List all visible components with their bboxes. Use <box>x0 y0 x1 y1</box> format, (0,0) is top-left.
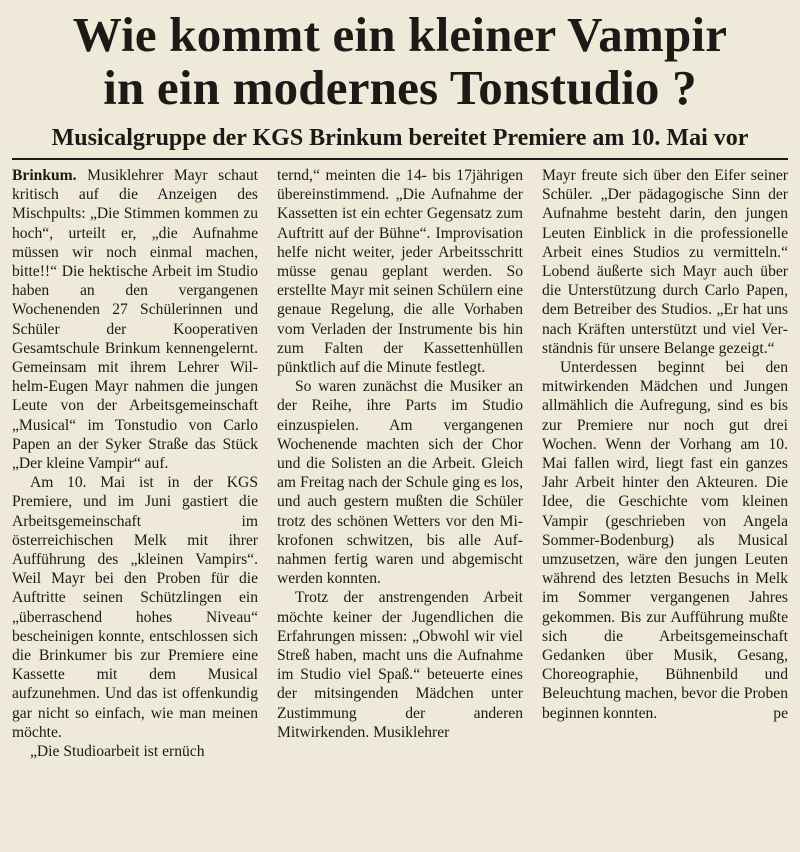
dateline: Brinkum. <box>12 167 77 184</box>
paragraph-text: Unterdessen beginnt bei den mitwirkenden Mädchen und Jungen allmählich die Aufregung, sind es bis zur Premiere nur noch gut drei Wochen. Wenn der Vorhang am 10. Mai fallen wird, liegt fast ein ganzes Jahr Arbeit hinter den Akteuren. Die Idee, die Geschichte vom kleinen Vampir (geschrieben von Angela Sommer-Bodenburg) als Musical umzusetzen, wäre den jungen Leuten während des letzten Besuchs in Melk im Sommer vergangenen Jahres gekommen. Bis zur Aufführung mußte sich die Arbeitsgemeinschaft Gedanken über Musik, Gesang, Choreographie, Bühnenbild und Beleuchtung machen, bevor die Proben beginnen konnten. <box>542 359 788 722</box>
article-body <box>12 166 788 761</box>
column-1 <box>12 166 258 761</box>
author-signature: pe <box>773 704 788 722</box>
column-3 <box>542 166 788 761</box>
divider-rule <box>12 158 788 160</box>
paragraph: So waren zunächst die Musiker an der Reihe, ihre Parts im Studio einzuspielen. Am vergangenen Wochenende machten sich der Chor und die Solisten an die Arbeit. Gleich am Freitag nach der Schule ging es los, und auch gestern mußten die Schüler trotz des schönen Wetters vor den Mikrofonen schwitzen, bis alle Aufnahmen fertig waren und abgemischt werden konnten. <box>277 378 523 588</box>
paragraph: Am 10. Mai ist in der KGS Premiere, und im Juni gastiert die Arbeitsgemeinschaft im österreichischen Melk mit ihrer Aufführung des „kleinen Vampirs“. Weil Mayr bei den Proben für die Auftritte seinen Schützlingen ein „überraschend hohes Niveau“ bescheinigen konnte, entschlossen sich die Brinkumer bis zur Premiere eine Kassette mit dem Musical aufzunehmen. Und das ist offenkundig gar nicht so einfach, wie man meinen möchte. <box>12 474 258 741</box>
subheadline: Musicalgruppe der KGS Brinkum bereitet Premiere am 10. Mai vor <box>51 125 749 151</box>
paragraph: ternd,“ meinten die 14- bis 17jährigen übereinstimmend. „Die Aufnahme der Kassetten ist ein echter Gegensatz zum Auftritt auf der Bühne“. Improvisation helfe nicht weiter, jeder Arbeitsschritt müsse genau geplant werden. So erstellte Mayr mit seinen Schülern eine genaue Regelung, die alle Vorhaben vom Verladen der Instrumente bis hin zum Falten der Kassettenhüllen pünktlich auf die Minute festlegt. <box>277 167 523 377</box>
paragraph: „Die Studioarbeit ist ernüch <box>30 743 205 761</box>
paragraph <box>12 166 258 473</box>
paragraph: Trotz der anstrengenden Arbeit möchte keiner der Jugendlichen die Erfahrungen missen: „Obwohl wir viel Streß haben, macht uns die Aufnahme im Studio viel Spaß.“ beteuerte eines der mitsingenden Mädchen unter Zustimmung der anderen Mitwirkenden. Musiklehrer <box>277 589 523 741</box>
headline-line-1: Wie kommt ein kleiner Vampir <box>72 7 728 62</box>
paragraph-text: Musiklehrer Mayr schaut kritisch auf die Anzeigen des Mischpults: „Die Stimmen kommen zu hoch“, urteilt er, „die Aufnahme müssen wir noch einmal machen, bitte!!“ Die hektische Arbeit im Studio haben an den vergangenen Wochenenden 27 Schülerinnen und Schüler der Kooperativen Gesamtschule Brinkum kennengelernt. Gemeinsam mit ihrem Lehrer Wilhelm-Eugen Mayr nahmen die jungen Leute von der Arbeitsgemeinschaft „Musical“ im Tonstudio von Carlo Papen an der Syker Straße das Stück „Der kleine Vampir“ auf. <box>12 167 258 473</box>
column-2 <box>277 166 523 761</box>
headline <box>12 0 788 114</box>
paragraph: Mayr freute sich über den Eifer seiner Schüler. „Der pädagogische Sinn der Aufnahme besteht darin, den jungen Leuten Einblick in die professionelle Arbeit eines Studios zu vermitteln.“ Lobend äußerte sich Mayr auch über die Unterstützung durch Carlo Papen, dem Betreiber des Studios. „Er hat uns nach Kräften unterstützt und viel Verständnis für unsere Belange gezeigt.“ <box>542 167 788 357</box>
paragraph <box>542 358 788 723</box>
headline-line-2: in ein modernes Tonstudio ? <box>103 60 697 115</box>
